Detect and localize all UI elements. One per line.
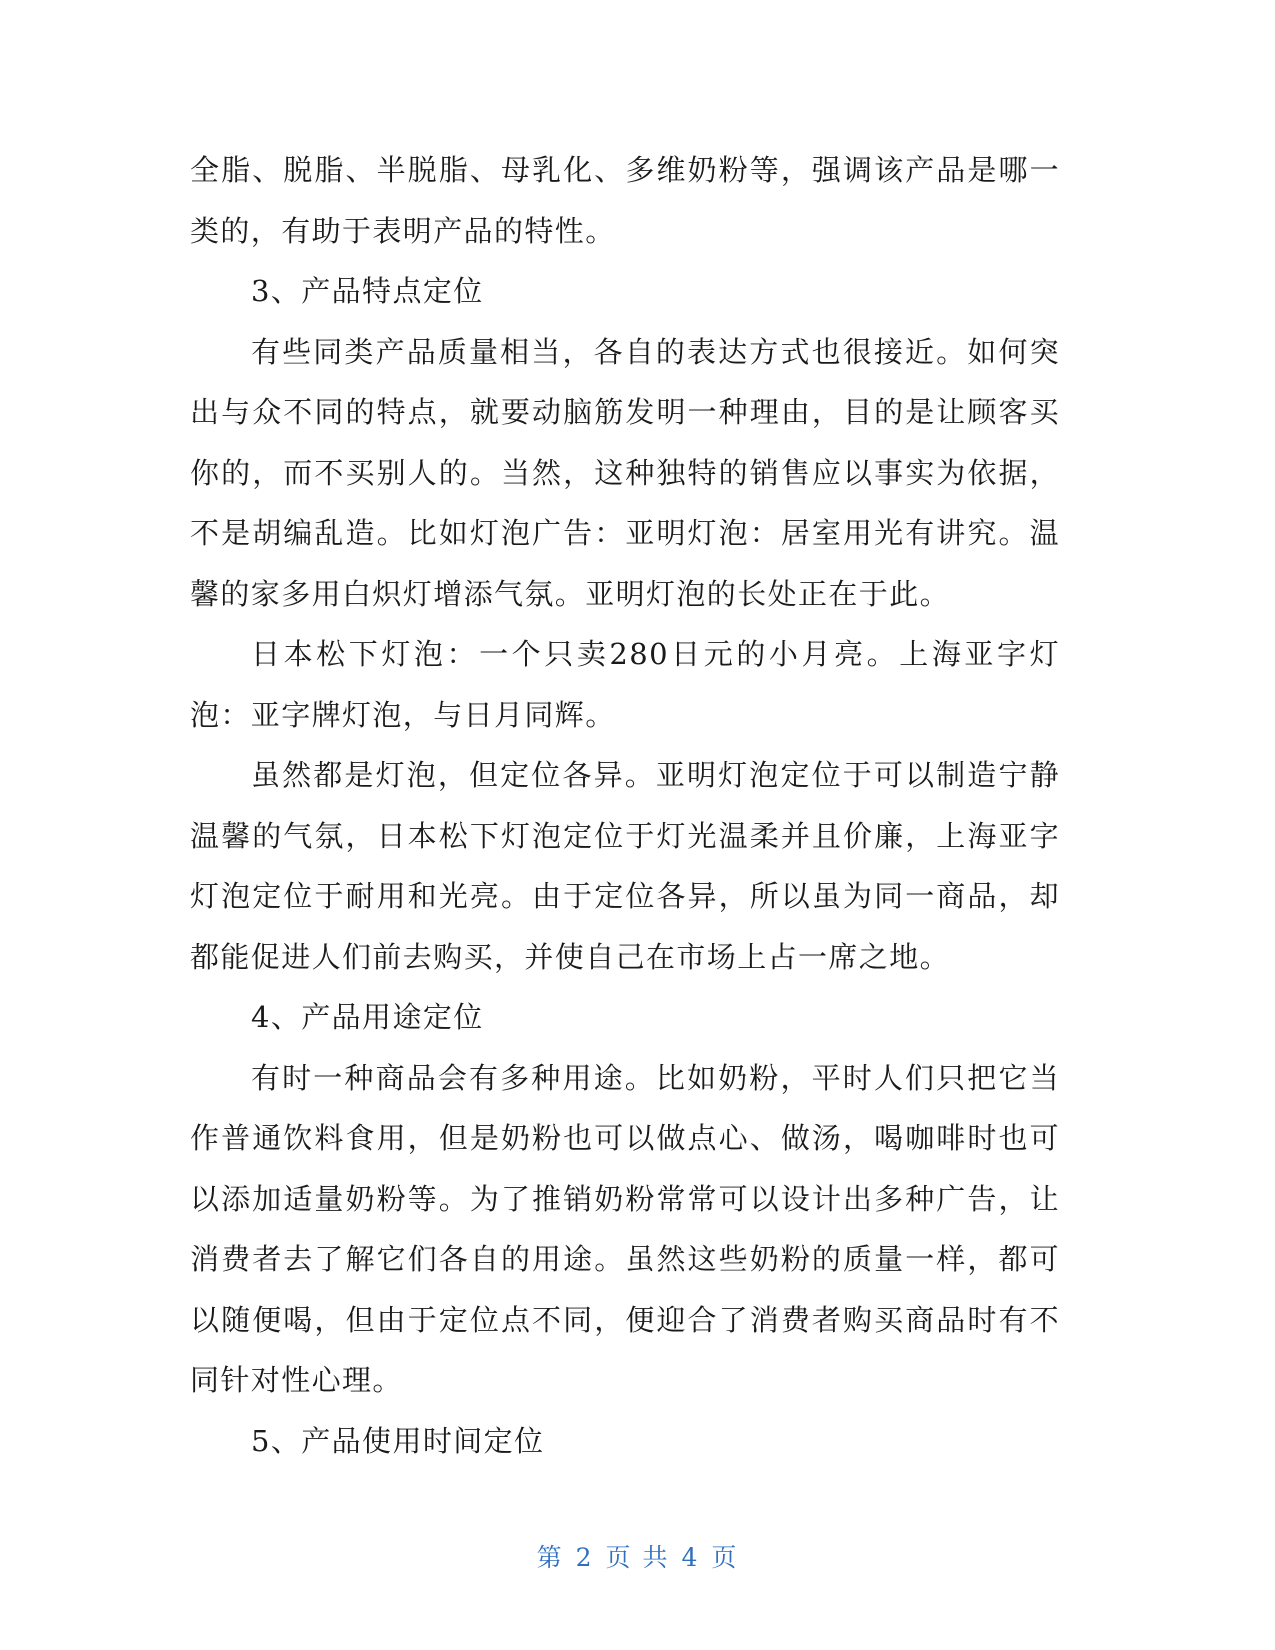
- paragraph-milk-powder-uses: 有时一种商品会有多种用途。比如奶粉，平时人们只把它当作普通饮料食用，但是奶粉也可以做点心、做汤，喝咖啡时也可以添加适量奶粉等。为了推销奶粉常常可以设计出多种广告，让消费者去了解它们各自的用途。虽然这些奶粉的质量一样，都可以随便喝，但由于定位点不同，便迎合了消费者购买商品时有不同针对性心理。: [190, 1060, 1060, 1397]
- heading-product-use-positioning: 4、产品用途定位: [251, 1000, 484, 1034]
- document-body: [190, 140, 1060, 1471]
- paragraph-bulb-comparison: 虽然都是灯泡，但定位各异。亚明灯泡定位于可以制造宁静温馨的气氛，日本松下灯泡定位于灯光温柔并且价廉，上海亚字灯泡定位于耐用和光亮。由于定位各异，所以虽为同一商品，却都能促进人们前去购买，并使自己在市场上占一席之地。: [190, 758, 1060, 974]
- paragraph-feature-explanation: 有些同类产品质量相当，各自的表达方式也很接近。如何突出与众不同的特点，就要动脑筋发明一种理由，目的是让顾客买你的，而不买别人的。当然，这种独特的销售应以事实为依据，不是胡编乱造。比如灯泡广告：亚明灯泡：居室用光有讲究。温馨的家多用白炽灯增添气氛。亚明灯泡的长处正在于此。: [190, 334, 1060, 611]
- footer-middle: 页 共: [605, 1543, 670, 1572]
- heading-product-feature-positioning: 3、产品特点定位: [251, 274, 484, 308]
- paragraph-bulb-examples: 日本松下灯泡：一个只卖280日元的小月亮。上海亚字灯泡：亚字牌灯泡，与日月同辉。: [190, 637, 1060, 732]
- footer-prefix: 第: [536, 1543, 564, 1572]
- paragraph-product-category-cont: 全脂、脱脂、半脱脂、母乳化、多维奶粉等，强调该产品是哪一类的，有助于表明产品的特性。: [190, 153, 1060, 248]
- page-footer: [0, 1538, 1275, 1574]
- footer-page-number: 2: [575, 1543, 594, 1572]
- footer-suffix: 页: [711, 1543, 739, 1572]
- footer-total-pages: 4: [681, 1543, 700, 1572]
- heading-usage-time-positioning: 5、产品使用时间定位: [251, 1423, 545, 1458]
